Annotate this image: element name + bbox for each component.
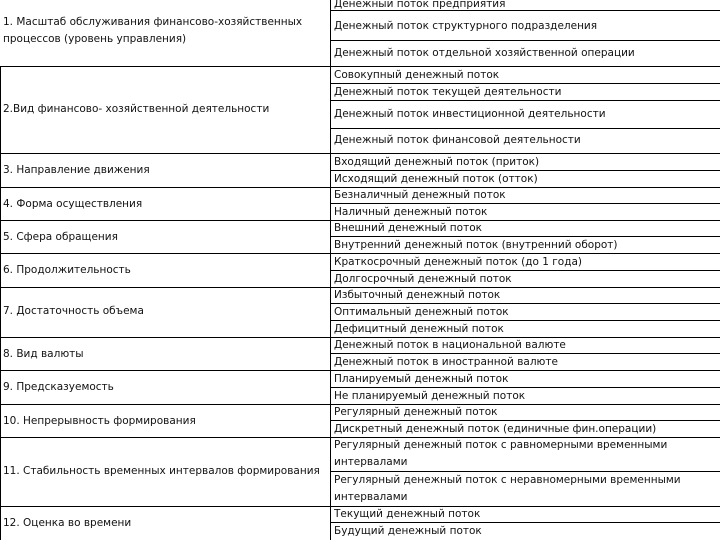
type-cell: Текущий денежный поток xyxy=(334,508,481,520)
type-cell: Денежный поток финансовой деятельности xyxy=(334,134,581,146)
criterion-cell: 5. Сфера обращения xyxy=(3,231,118,243)
row-divider xyxy=(331,40,720,41)
type-cell: Денежный поток в иностранной валюте xyxy=(334,356,558,368)
criterion-cell: 8. Вид валюты xyxy=(3,348,84,360)
type-cell: Планируемый денежный поток xyxy=(334,373,509,385)
row-divider xyxy=(331,128,720,129)
type-cell: Внешний денежный поток xyxy=(334,222,482,234)
criterion-cell: 6. Продолжительность xyxy=(3,264,131,276)
type-cell: Регулярный денежный поток xyxy=(334,406,498,418)
criterion-cell: 3. Направление движения xyxy=(3,164,150,176)
type-cell: Наличный денежный поток xyxy=(334,206,488,218)
criterion-cell: 12. Оценка во времени xyxy=(3,517,132,529)
type-cell: Будущий денежный поток xyxy=(334,525,482,537)
criterion-cell: 4. Форма осуществления xyxy=(3,198,143,210)
type-cell: Дефицитный денежный поток xyxy=(334,323,504,335)
type-cell: Исходящий денежный поток (отток) xyxy=(334,173,538,185)
criterion-cell: 11. Стабильность временных интервалов формирования xyxy=(3,465,320,477)
type-cell: Денежный поток отдельной хозяйственной операции xyxy=(334,47,635,59)
type-cell: Совокупный денежный поток xyxy=(334,69,500,81)
type-cell: Избыточный денежный поток xyxy=(334,289,501,301)
type-cell: Оптимальный денежный поток xyxy=(334,306,509,318)
criterion-cell: 1. Масштаб обслуживания финансово-хозяйственных процессов (уровень управления) xyxy=(3,16,303,45)
type-cell: Безналичный денежный поток xyxy=(334,189,506,201)
type-cell: Внутренний денежный поток (внутренний оборот) xyxy=(334,239,618,251)
criterion-cell: 10. Непрерывность формирования xyxy=(3,415,196,427)
row-divider xyxy=(331,100,720,101)
type-cell: Денежный поток текущей деятельности xyxy=(334,86,562,98)
type-cell: Входящий денежный поток (приток) xyxy=(334,156,540,168)
type-cell: Денежный поток предприятия xyxy=(334,0,506,10)
type-cell: Денежный поток структурного подразделения xyxy=(334,20,598,32)
type-cell: Регулярный денежный поток с равномерными временными интервалами xyxy=(334,439,668,468)
type-cell: Дискретный денежный поток (единичные фин.операции) xyxy=(334,423,657,435)
type-cell: Долгосрочный денежный поток xyxy=(334,273,512,285)
criterion-cell: 7. Достаточность объема xyxy=(3,305,144,317)
type-cell: Не планируемый денежный поток xyxy=(334,390,526,402)
criterion-cell: 9. Предсказуемость xyxy=(3,381,114,393)
row-divider xyxy=(331,10,720,11)
type-cell: Денежный поток инвестиционной деятельности xyxy=(334,108,606,120)
type-cell: Краткосрочный денежный поток (до 1 года) xyxy=(334,256,583,268)
type-cell: Денежный поток в национальной валюте xyxy=(334,339,566,351)
criterion-cell: 2.Вид финансово- хозяйственной деятельности xyxy=(3,103,270,115)
type-cell: Регулярный денежный поток с неравномерными временными интервалами xyxy=(334,474,681,503)
